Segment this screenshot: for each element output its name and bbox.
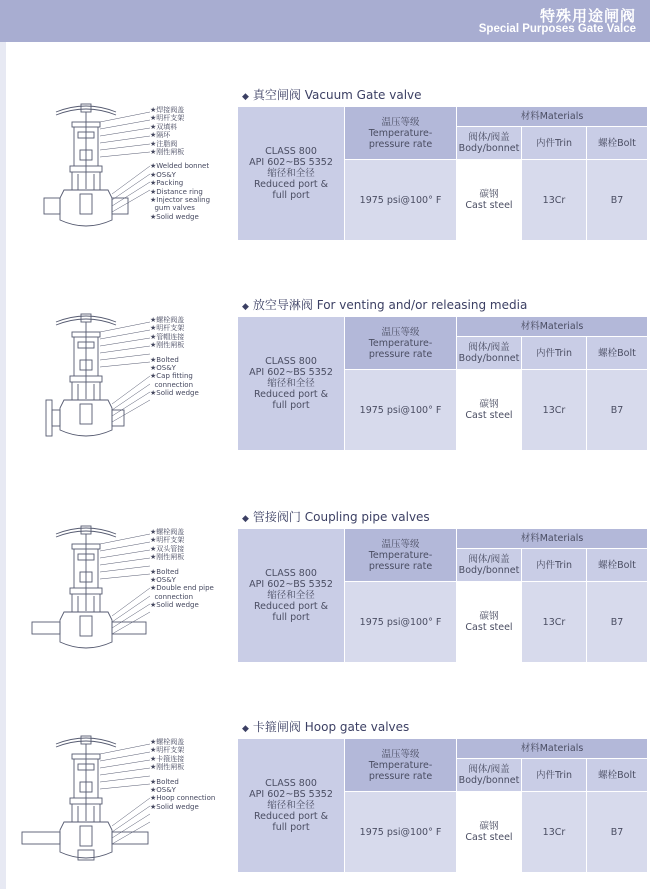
valve-line xyxy=(32,622,60,634)
cell-line: API 602~BS 5352 xyxy=(249,157,333,168)
valve-line xyxy=(80,404,92,424)
valve-line xyxy=(112,182,150,206)
bolt-value: B7 xyxy=(610,194,624,206)
feature-en: ★Hoop connection xyxy=(150,794,216,803)
trim-value-cell xyxy=(522,582,587,663)
valve-line xyxy=(100,322,150,332)
body-bonnet-header-cell xyxy=(457,127,522,160)
col3-header: 螺栓Bolt xyxy=(598,137,636,149)
trim-value-cell xyxy=(522,160,587,241)
cell-line: full port xyxy=(272,190,310,201)
feature-list xyxy=(150,316,240,398)
valve-line xyxy=(100,550,150,558)
cell-line: pressure rate xyxy=(368,770,433,782)
spec-table xyxy=(237,528,648,663)
feature-en: ★Injector sealing xyxy=(150,196,211,205)
section-vacuum-gate-valve xyxy=(0,86,650,246)
bolt-header-cell xyxy=(587,127,648,160)
feature-zh: ★螺栓阀盖 xyxy=(150,528,185,536)
cell-line: 阀体/阀盖 xyxy=(468,132,510,143)
valve-line xyxy=(100,744,150,754)
page-header xyxy=(0,0,650,42)
cell-line: 碳钢 xyxy=(479,189,499,200)
cell-line: CLASS 800 xyxy=(265,356,317,367)
feature-zh: ★螺栓阀盖 xyxy=(150,316,185,324)
cell-line: 缩径和全径 xyxy=(267,168,315,179)
trim-header-cell xyxy=(522,337,587,370)
spec-table xyxy=(237,738,648,873)
header-title-en: Special Purposes Gate Valce xyxy=(478,23,636,35)
col2-header: 内件Trin xyxy=(536,137,572,149)
body-bonnet-header-cell xyxy=(457,337,522,370)
valve-drawing xyxy=(14,726,154,876)
valve-line xyxy=(100,776,150,782)
temp-header-cell xyxy=(345,739,457,792)
section-hoop-gate-valve xyxy=(0,718,650,878)
cell-line: API 602~BS 5352 xyxy=(249,579,333,590)
feature-zh: ★隔环 xyxy=(150,131,171,140)
bolt-value: B7 xyxy=(610,616,624,628)
feature-en: ★Solid wedge xyxy=(150,802,199,811)
valve-line xyxy=(112,588,150,616)
valve-line xyxy=(112,604,150,628)
col1-header xyxy=(457,132,521,154)
feature-en: connection xyxy=(150,380,194,389)
cell-line: 温压等级 xyxy=(381,538,420,550)
section-title xyxy=(242,508,430,525)
feature-en: ★OS&Y xyxy=(150,786,176,795)
valve-line xyxy=(100,362,150,367)
class-lines xyxy=(238,146,344,201)
cell-line: 碳钢 xyxy=(479,821,499,832)
section-title xyxy=(242,86,422,103)
bolt-value: B7 xyxy=(610,404,624,416)
trim-header-cell xyxy=(522,759,587,792)
feature-zh: ★刚性闸板 xyxy=(150,553,185,562)
cell-line: CLASS 800 xyxy=(265,568,317,579)
valve-line xyxy=(112,814,150,838)
cell-line: 缩径和全径 xyxy=(267,378,315,389)
feature-zh: ★明杆支架 xyxy=(150,114,185,123)
cell-line: CLASS 800 xyxy=(265,146,317,157)
cell-line: API 602~BS 5352 xyxy=(249,789,333,800)
bolt-header-cell xyxy=(587,759,648,792)
cell-line: 碳钢 xyxy=(479,611,499,622)
feature-en: ★Solid wedge xyxy=(150,389,199,398)
cell-line: full port xyxy=(272,822,310,833)
diamond-bullet-icon: ◆ xyxy=(242,302,249,312)
temp-header-cell xyxy=(345,529,457,582)
col3-header: 螺栓Bolt xyxy=(598,769,636,781)
materials-header: 材料Materials xyxy=(520,111,584,122)
trim-header-cell xyxy=(522,549,587,582)
valve-line xyxy=(100,574,150,579)
class-cell xyxy=(238,739,345,873)
valve-line xyxy=(100,330,150,339)
body-value-cell xyxy=(457,792,522,873)
class-lines xyxy=(238,356,344,411)
feature-en: connection xyxy=(150,592,194,601)
cell-line: 缩径和全径 xyxy=(267,800,315,811)
valve-line xyxy=(81,104,91,112)
cell-line: 阀体/阀盖 xyxy=(468,554,510,565)
feature-en: ★Solid wedge xyxy=(150,212,199,221)
trim-value-cell xyxy=(522,370,587,451)
section-coupling-pipe-valve xyxy=(0,508,650,668)
valve-line xyxy=(100,534,150,544)
class-cell xyxy=(238,529,345,663)
trim-value-cell xyxy=(522,792,587,873)
diamond-bullet-icon: ◆ xyxy=(242,92,249,102)
feature-en: ★OS&Y xyxy=(150,170,176,179)
valve-line xyxy=(81,736,91,744)
cell-line: Body/bonnet xyxy=(458,565,520,576)
valve-line xyxy=(112,596,150,622)
class-lines xyxy=(238,778,344,833)
valve-line xyxy=(100,128,150,136)
section-title xyxy=(242,718,409,735)
valve-line xyxy=(100,542,150,551)
feature-en: ★OS&Y xyxy=(150,364,176,373)
valve-line xyxy=(112,400,150,422)
temp-value: 1975 psi@100° F xyxy=(359,616,442,628)
valve-line xyxy=(100,558,150,565)
cell-line: 阀体/阀盖 xyxy=(468,764,510,775)
feature-zh: ★卡箍连接 xyxy=(150,754,185,763)
body-value-cell xyxy=(457,160,522,241)
feature-en: ★Distance ring xyxy=(150,187,203,196)
valve-line xyxy=(100,112,150,122)
bolt-value-cell xyxy=(587,370,648,451)
valve-line xyxy=(100,752,150,761)
cell-line: full port xyxy=(272,400,310,411)
valve-line xyxy=(112,384,150,410)
section-title-text: 放空导淋阀 For venting and/or releasing media xyxy=(252,298,528,312)
temp-value-cell xyxy=(345,160,457,241)
feature-en: ★OS&Y xyxy=(150,576,176,585)
cell-line: pressure rate xyxy=(368,560,433,572)
feature-zh: ★明杆支架 xyxy=(150,536,185,545)
valve-line xyxy=(100,566,150,572)
feature-zh: ★注脂阀 xyxy=(150,139,178,148)
feature-zh: ★螺栓阀盖 xyxy=(150,738,185,746)
trim-value: 13Cr xyxy=(542,194,566,206)
bolt-header-cell xyxy=(587,549,648,582)
valve-line xyxy=(60,822,112,858)
class-cell xyxy=(238,107,345,241)
col2-header: 内件Trin xyxy=(536,769,572,781)
temp-header-cell xyxy=(345,107,457,160)
valve-drawing xyxy=(14,94,154,244)
valve-line xyxy=(22,832,60,844)
valve-line xyxy=(80,826,92,846)
valve-line xyxy=(60,190,112,226)
valve-line xyxy=(100,152,150,157)
cell-line: Body/bonnet xyxy=(458,775,520,786)
valve-line xyxy=(44,198,60,214)
valve-line xyxy=(100,346,150,353)
trim-value: 13Cr xyxy=(542,616,566,628)
valve-drawing xyxy=(14,516,154,666)
header-title-zh: 特殊用途闸阀 xyxy=(539,7,636,25)
spec-table xyxy=(237,106,648,241)
trim-value: 13Cr xyxy=(542,404,566,416)
temp-value-cell xyxy=(345,370,457,451)
feature-zh: ★刚性闸板 xyxy=(150,148,185,157)
col1-header xyxy=(457,342,521,364)
feature-zh: ★管帽连接 xyxy=(150,332,185,341)
body-value xyxy=(457,611,521,633)
valve-line xyxy=(52,410,60,426)
materials-header: 材料Materials xyxy=(520,743,584,754)
body-bonnet-header-cell xyxy=(457,549,522,582)
bolt-value-cell xyxy=(587,792,648,873)
feature-list xyxy=(150,738,240,811)
feature-zh: ★刚性闸板 xyxy=(150,763,185,772)
materials-header: 材料Materials xyxy=(520,321,584,332)
valve-line xyxy=(112,806,150,832)
valve-line xyxy=(100,768,150,775)
class-cell xyxy=(238,317,345,451)
feature-en: ★Welded bonnet xyxy=(150,162,210,171)
cell-line: pressure rate xyxy=(368,138,433,150)
valve-line xyxy=(112,198,128,214)
cell-line: CLASS 800 xyxy=(265,778,317,789)
materials-header-cell xyxy=(457,317,648,337)
col2-header: 内件Trin xyxy=(536,559,572,571)
feature-en: ★Bolted xyxy=(150,777,179,786)
cell-line: Cast steel xyxy=(465,200,513,211)
cell-line: pressure rate xyxy=(368,348,433,360)
body-value xyxy=(457,399,521,421)
temp-value-cell xyxy=(345,582,457,663)
trim-value: 13Cr xyxy=(542,826,566,838)
body-value xyxy=(457,189,521,211)
valve-line xyxy=(100,760,150,768)
temp-value: 1975 psi@100° F xyxy=(359,404,442,416)
col3-header: 螺栓Bolt xyxy=(598,559,636,571)
section-title-text: 卡箍闸阀 Hoop gate valves xyxy=(252,720,410,734)
section-venting-valve xyxy=(0,296,650,456)
cell-line: 缩径和全径 xyxy=(267,590,315,601)
valve-line xyxy=(112,622,146,634)
body-value xyxy=(457,821,521,843)
section-title xyxy=(242,296,527,313)
cell-line: Cast steel xyxy=(465,832,513,843)
cell-line: Temperature- xyxy=(368,549,433,561)
valve-line xyxy=(100,354,150,360)
valve-line xyxy=(112,822,150,844)
temp-value: 1975 psi@100° F xyxy=(359,194,442,206)
col1-header xyxy=(457,764,521,786)
feature-zh: ★明杆支架 xyxy=(150,746,185,755)
temp-value: 1975 psi@100° F xyxy=(359,826,442,838)
feature-zh: ★焊接阀盖 xyxy=(150,106,185,114)
cell-line: Body/bonnet xyxy=(458,353,520,364)
valve-line xyxy=(78,850,94,860)
bolt-header-cell xyxy=(587,337,648,370)
valve-line xyxy=(100,120,150,129)
cell-line: Reduced port & xyxy=(253,389,329,400)
cell-line: Body/bonnet xyxy=(458,143,520,154)
valve-line xyxy=(81,526,91,534)
cell-line: Temperature- xyxy=(368,759,433,771)
body-bonnet-header-cell xyxy=(457,759,522,792)
cell-line: API 602~BS 5352 xyxy=(249,367,333,378)
feature-list xyxy=(150,528,240,610)
feature-en: ★Bolted xyxy=(150,567,179,576)
body-value-cell xyxy=(457,370,522,451)
feature-list xyxy=(150,106,240,221)
cell-line: Reduced port & xyxy=(253,179,329,190)
materials-header-cell xyxy=(457,107,648,127)
temp-header xyxy=(345,117,456,150)
section-title-text: 管接阀门 Coupling pipe valves xyxy=(252,510,430,524)
materials-header-cell xyxy=(457,529,648,549)
section-title-text: 真空闸阀 Vacuum Gate valve xyxy=(252,88,422,102)
valve-line xyxy=(46,400,52,436)
bolt-value-cell xyxy=(587,582,648,663)
feature-en: ★Bolted xyxy=(150,355,179,364)
bolt-value: B7 xyxy=(610,826,624,838)
valve-line xyxy=(60,400,112,436)
cell-line: 碳钢 xyxy=(479,399,499,410)
temp-value-cell xyxy=(345,792,457,873)
valve-line xyxy=(80,194,92,214)
temp-header xyxy=(345,539,456,572)
col1-header xyxy=(457,554,521,576)
materials-header-cell xyxy=(457,739,648,759)
cell-line: Temperature- xyxy=(368,337,433,349)
materials-header: 材料Materials xyxy=(520,533,584,544)
class-lines xyxy=(238,568,344,623)
valve-drawing xyxy=(14,304,154,454)
feature-zh: ★双头管接 xyxy=(150,544,185,553)
diamond-bullet-icon: ◆ xyxy=(242,514,249,524)
feature-zh: ★刚性闸板 xyxy=(150,341,185,350)
cell-line: 温压等级 xyxy=(381,326,420,338)
valve-line xyxy=(112,392,150,416)
col3-header: 螺栓Bolt xyxy=(598,347,636,359)
feature-zh: ★双填料 xyxy=(150,122,178,131)
cell-line: full port xyxy=(272,612,310,623)
body-value-cell xyxy=(457,582,522,663)
cell-line: 温压等级 xyxy=(381,748,420,760)
feature-zh: ★明杆支架 xyxy=(150,324,185,333)
feature-en: gum valves xyxy=(150,204,195,213)
valve-line xyxy=(112,166,150,194)
cell-line: Cast steel xyxy=(465,410,513,421)
valve-line xyxy=(112,174,150,200)
cell-line: 温压等级 xyxy=(381,116,420,128)
bolt-value-cell xyxy=(587,160,648,241)
valve-line xyxy=(112,798,150,826)
valve-line xyxy=(100,144,150,150)
temp-header-cell xyxy=(345,317,457,370)
diamond-bullet-icon: ◆ xyxy=(242,724,249,734)
cell-line: Temperature- xyxy=(368,127,433,139)
valve-line xyxy=(60,612,112,648)
valve-line xyxy=(100,338,150,346)
temp-header xyxy=(345,749,456,782)
cell-line: 阀体/阀盖 xyxy=(468,342,510,353)
trim-header-cell xyxy=(522,127,587,160)
valve-line xyxy=(100,784,150,789)
valve-line xyxy=(80,616,92,636)
valve-line xyxy=(112,190,150,212)
cell-line: Cast steel xyxy=(465,622,513,633)
valve-line xyxy=(81,314,91,322)
feature-en: ★Packing xyxy=(150,179,184,188)
cell-line: Reduced port & xyxy=(253,601,329,612)
temp-header xyxy=(345,327,456,360)
valve-line xyxy=(112,612,150,634)
col2-header: 内件Trin xyxy=(536,347,572,359)
valve-line xyxy=(112,376,150,404)
feature-en: ★Double end pipe xyxy=(150,584,214,593)
spec-table xyxy=(237,316,648,451)
feature-en: ★Cap fitting xyxy=(150,372,193,381)
cell-line: Reduced port & xyxy=(253,811,329,822)
valve-line xyxy=(100,136,150,143)
feature-en: ★Solid wedge xyxy=(150,601,199,610)
